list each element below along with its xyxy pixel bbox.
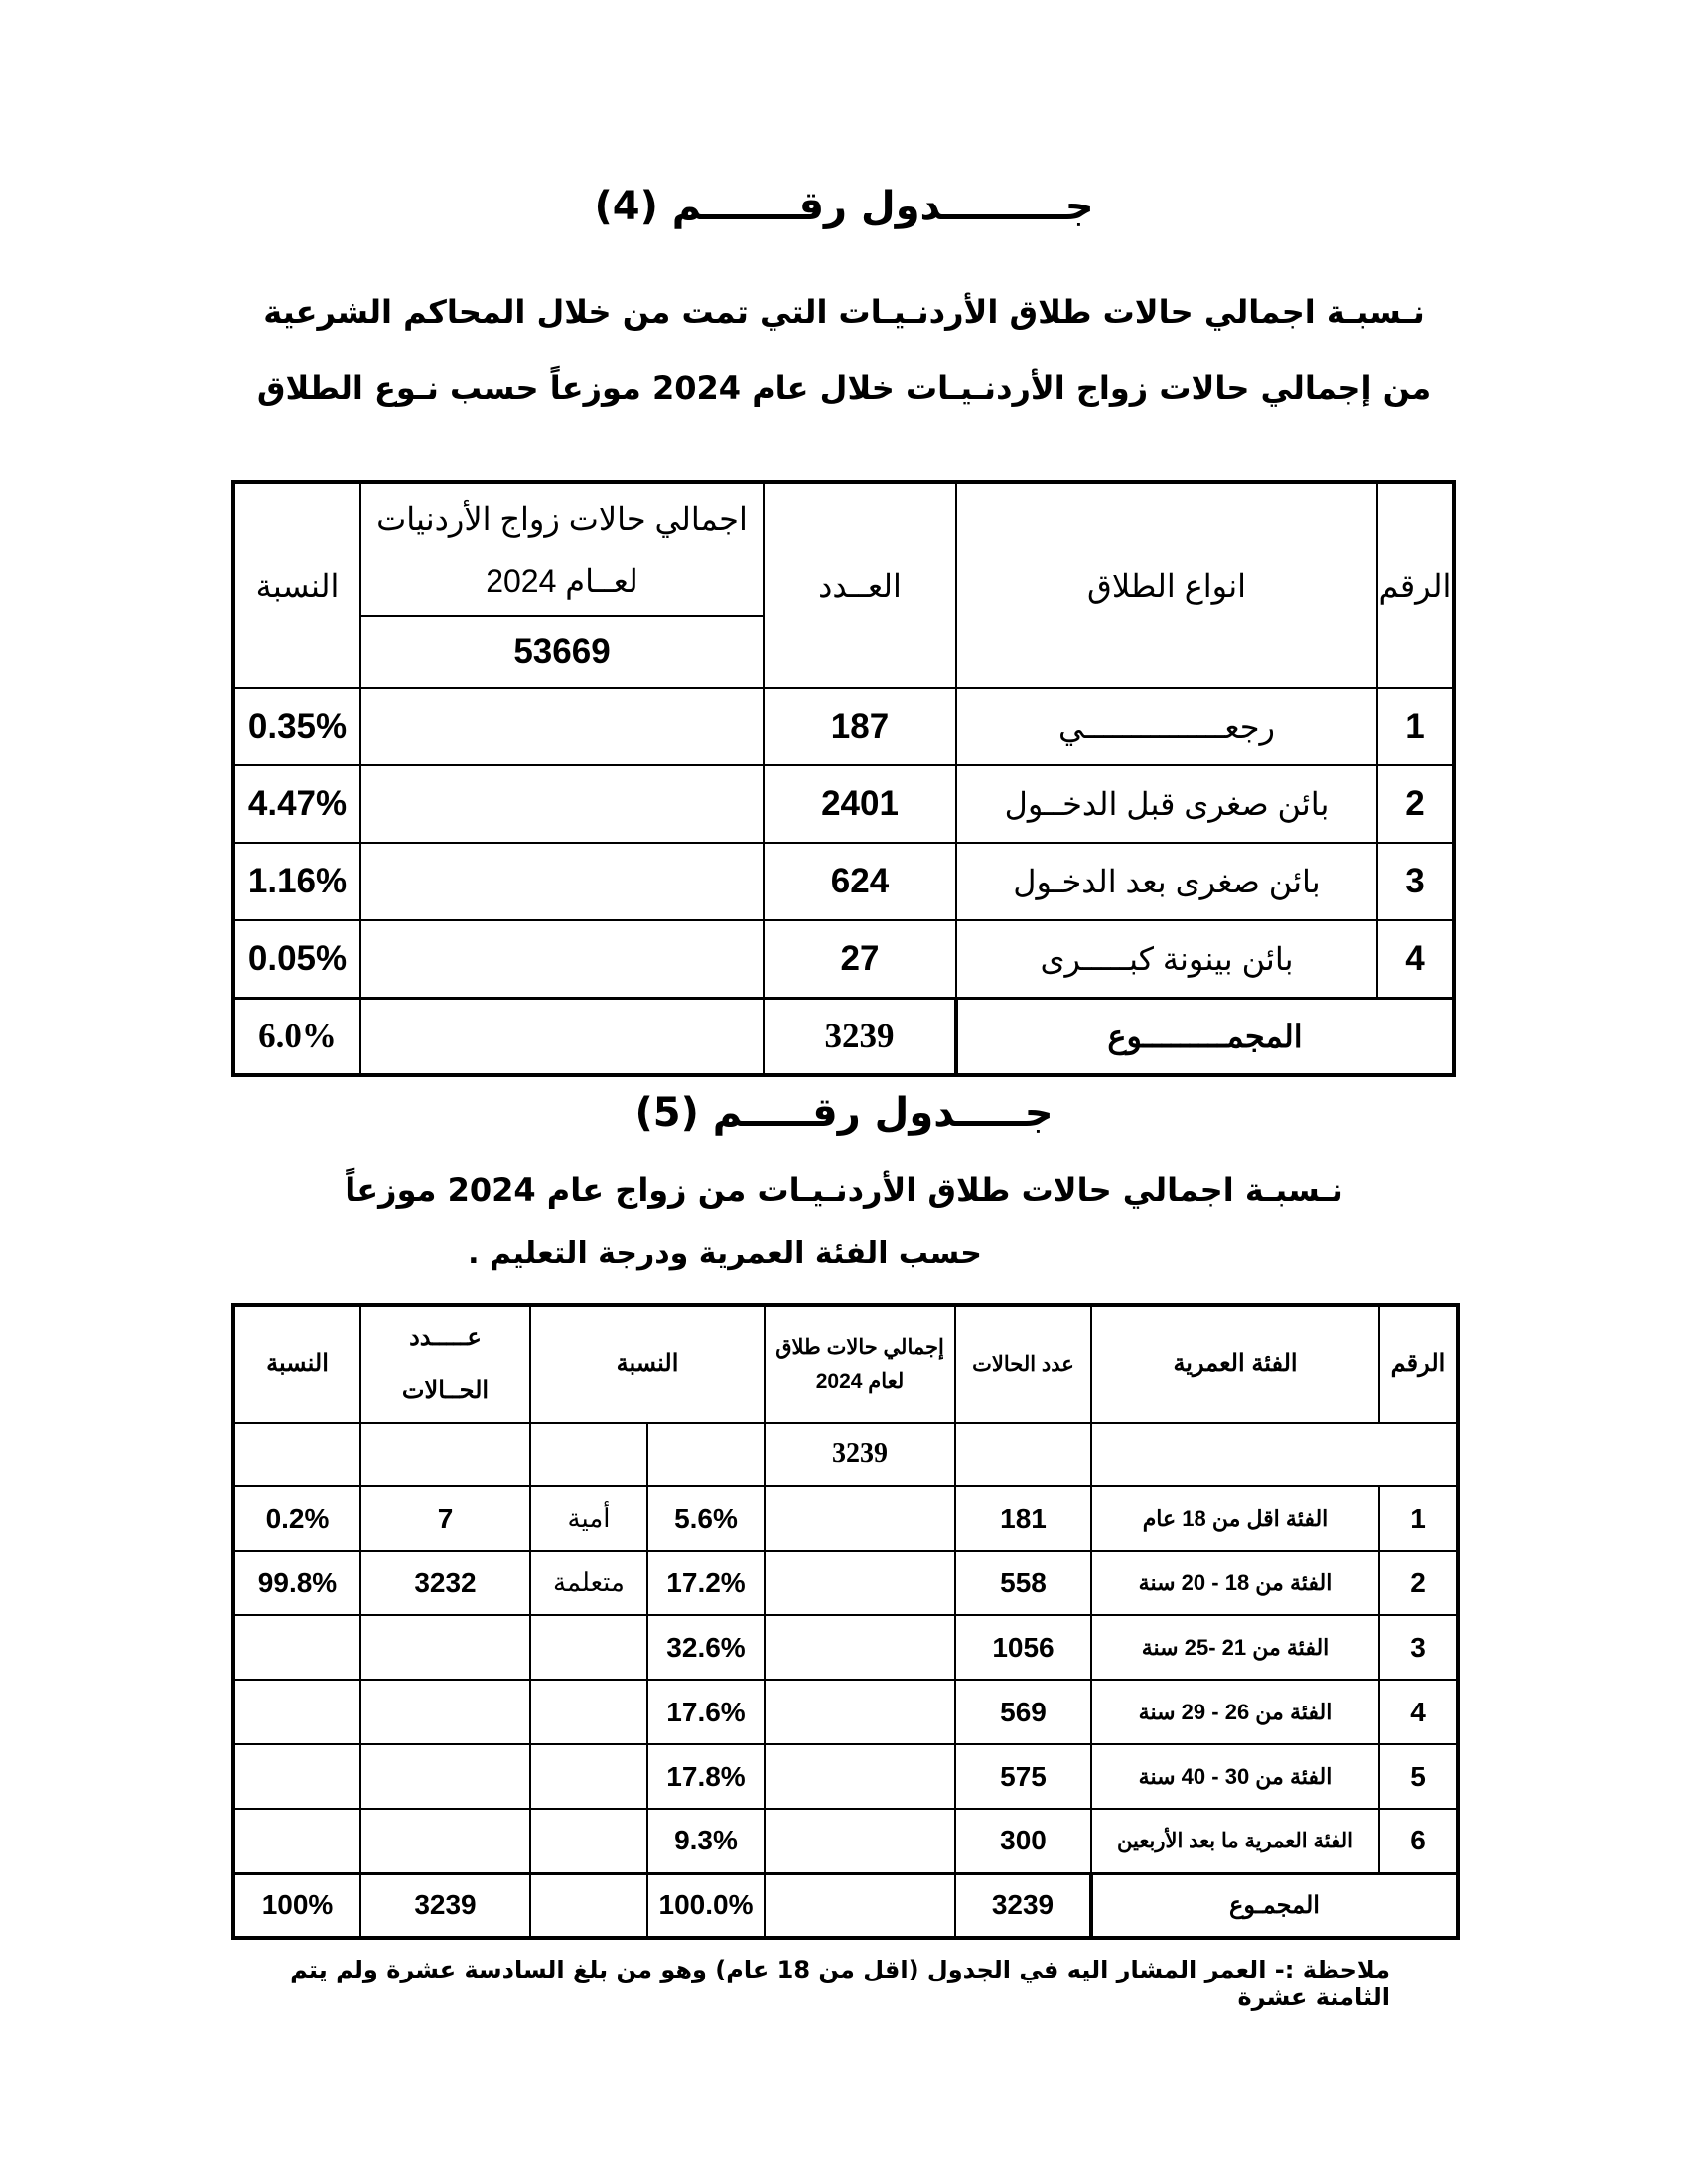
total-cases: 3239 [955,1873,1091,1938]
empty-cell [647,1423,765,1486]
table4-subtitle-line1: نـسبـة اجمالي حالات طلاق الأردنـيـات التي تمت من خلال المحاكم الشرعية [263,293,1425,331]
table5-subtitle-line1: نـسبـة اجمالي حالات طلاق الأردنـيـات من زواج عام 2024 موزعاً [345,1171,1343,1209]
header-ratio: النسبة [530,1305,765,1423]
table-row [233,920,1454,998]
total-row [233,998,1454,1075]
total-edu-count: 3239 [360,1873,530,1938]
number-cell: 3 [1379,1615,1458,1680]
table4 [231,480,1456,1077]
total-edu-ratio: 100% [233,1873,360,1938]
edu-ratio-cell [233,1744,360,1809]
table5-heading: جـــــدول رقـــــم (5) [634,1090,1054,1136]
type-cell: بائن صغرى بعد الدخـول [956,843,1377,920]
table4-heading: جـــــــــدول رقـــــــم (4) [594,184,1094,229]
empty-cell [765,1615,955,1680]
table-row [233,1809,1458,1873]
cases-cell: 558 [955,1551,1091,1615]
ratio-cell: 32.6% [647,1615,765,1680]
ratio-cell: 0.35% [233,688,360,765]
header-cases: عدد الحالات [955,1305,1091,1423]
edu-count-cell: 3232 [360,1551,530,1615]
header-number: الرقم [1379,1305,1458,1423]
number-cell: 1 [1379,1486,1458,1551]
empty-cell [360,998,764,1075]
header-total-divorce-line2: لعام 2024 [815,1369,905,1393]
age-group-cell: الفئة اقل من 18 عام [1091,1486,1379,1551]
header-age-group: الفئة العمرية [1091,1305,1379,1423]
table-row [233,688,1454,765]
edu-level-cell [530,1680,647,1744]
ratio-cell: 0.05% [233,920,360,998]
edu-level-cell [530,1744,647,1809]
table-row [233,1744,1458,1809]
header-total-marriages-value: 53669 [360,616,764,688]
cases-cell: 569 [955,1680,1091,1744]
table-row [233,765,1454,843]
header-edu-count-line1: عـــــدد [409,1324,482,1352]
empty-cell [360,843,764,920]
number-cell: 6 [1379,1809,1458,1873]
ratio-cell: 1.16% [233,843,360,920]
empty-cell [765,1551,955,1615]
table5-subtitle-line2: حسب الفئة العمرية ودرجة التعليم . [468,1236,982,1271]
header-edu-ratio: النسبة [233,1305,360,1423]
age-group-cell: الفئة من 30 - 40 سنة [1091,1744,1379,1809]
age-group-cell: الفئة من 26 - 29 سنة [1091,1680,1379,1744]
edu-level-cell [530,1615,647,1680]
cases-cell: 181 [955,1486,1091,1551]
empty-cell [360,920,764,998]
empty-cell [765,1809,955,1873]
table-row [233,1680,1458,1744]
header-number: الرقم [1377,482,1454,688]
edu-count-cell: 7 [360,1486,530,1551]
empty-cell [765,1744,955,1809]
header-total-divorce-line1: إجمالي حالات طلاق [775,1335,944,1359]
total-row [233,1873,1458,1938]
empty-cell [530,1423,647,1486]
edu-ratio-cell [233,1680,360,1744]
number-cell: 5 [1379,1744,1458,1809]
table-row [233,1551,1458,1615]
total-count: 3239 [764,998,956,1075]
header-total-marriages-line2: لعــام 2024 [486,563,638,599]
age-group-cell: الفئة من 18 - 20 سنة [1091,1551,1379,1615]
type-cell: بائن صغرى قبل الدخــول [956,765,1377,843]
empty-cell [1091,1423,1458,1486]
number-cell: 3 [1377,843,1454,920]
header-ratio: النسبة [233,482,360,688]
count-cell: 27 [764,920,956,998]
edu-count-cell [360,1809,530,1873]
header-total-divorce-value: 3239 [765,1423,955,1486]
edu-count-cell [360,1744,530,1809]
header-total-divorce [765,1305,955,1423]
count-cell: 2401 [764,765,956,843]
count-cell: 624 [764,843,956,920]
empty-cell [360,765,764,843]
table4-subtitle-line2: من إجمالي حالات زواج الأردنـيـات خلال عام 2024 موزعاً حسب نـوع الطلاق [256,369,1432,407]
edu-ratio-cell [233,1809,360,1873]
header-total-marriages-line1: اجمالي حالات زواج الأردنيات [376,501,748,537]
total-ratio: 100.0% [647,1873,765,1938]
total-ratio: 6.0% [233,998,360,1075]
table-row [233,1615,1458,1680]
edu-ratio-cell: 99.8% [233,1551,360,1615]
edu-count-cell [360,1615,530,1680]
edu-level-cell: متعلمة [530,1551,647,1615]
total-label: المجمـوع [1091,1873,1458,1938]
table-row [233,1486,1458,1551]
header-count: العــدد [764,482,956,688]
empty-cell [765,1680,955,1744]
ratio-cell: 17.6% [647,1680,765,1744]
empty-cell [955,1423,1091,1486]
number-cell: 4 [1379,1680,1458,1744]
ratio-cell: 17.2% [647,1551,765,1615]
empty-cell [360,688,764,765]
ratio-cell: 5.6% [647,1486,765,1551]
ratio-cell: 9.3% [647,1809,765,1873]
edu-ratio-cell: 0.2% [233,1486,360,1551]
count-cell: 187 [764,688,956,765]
number-cell: 4 [1377,920,1454,998]
empty-cell [360,1423,530,1486]
total-label: المجمـــــــــوع [956,998,1454,1075]
empty-cell [530,1873,647,1938]
edu-level-cell [530,1809,647,1873]
header-total-marriages [360,482,764,616]
header-edu-count [360,1305,530,1423]
empty-cell [233,1423,360,1486]
number-cell: 2 [1379,1551,1458,1615]
edu-count-cell [360,1680,530,1744]
ratio-cell: 17.8% [647,1744,765,1809]
age-group-cell: الفئة من 21 -25 سنة [1091,1615,1379,1680]
header-type: انواع الطلاق [956,482,1377,688]
table5 [231,1303,1460,1940]
edu-ratio-cell [233,1615,360,1680]
empty-cell [765,1873,955,1938]
header-edu-count-line2: الحــالات [401,1376,490,1404]
number-cell: 2 [1377,765,1454,843]
age-group-cell: الفئة العمرية ما بعد الأربعين [1091,1809,1379,1873]
ratio-cell: 4.47% [233,765,360,843]
edu-level-cell: أمية [530,1486,647,1551]
number-cell: 1 [1377,688,1454,765]
empty-cell [765,1486,955,1551]
footnote: ملاحظة :- العمر المشار اليه في الجدول (اقل من 18 عام) وهو من بلغ السادسة عشرة ولم يتم الثامنة عشرة [290,1956,1390,2011]
cases-cell: 575 [955,1744,1091,1809]
type-cell: بائن بينونة كبـــــرى [956,920,1377,998]
cases-cell: 1056 [955,1615,1091,1680]
table-row [233,843,1454,920]
cases-cell: 300 [955,1809,1091,1873]
type-cell: رجعـــــــــــــــي [956,688,1377,765]
